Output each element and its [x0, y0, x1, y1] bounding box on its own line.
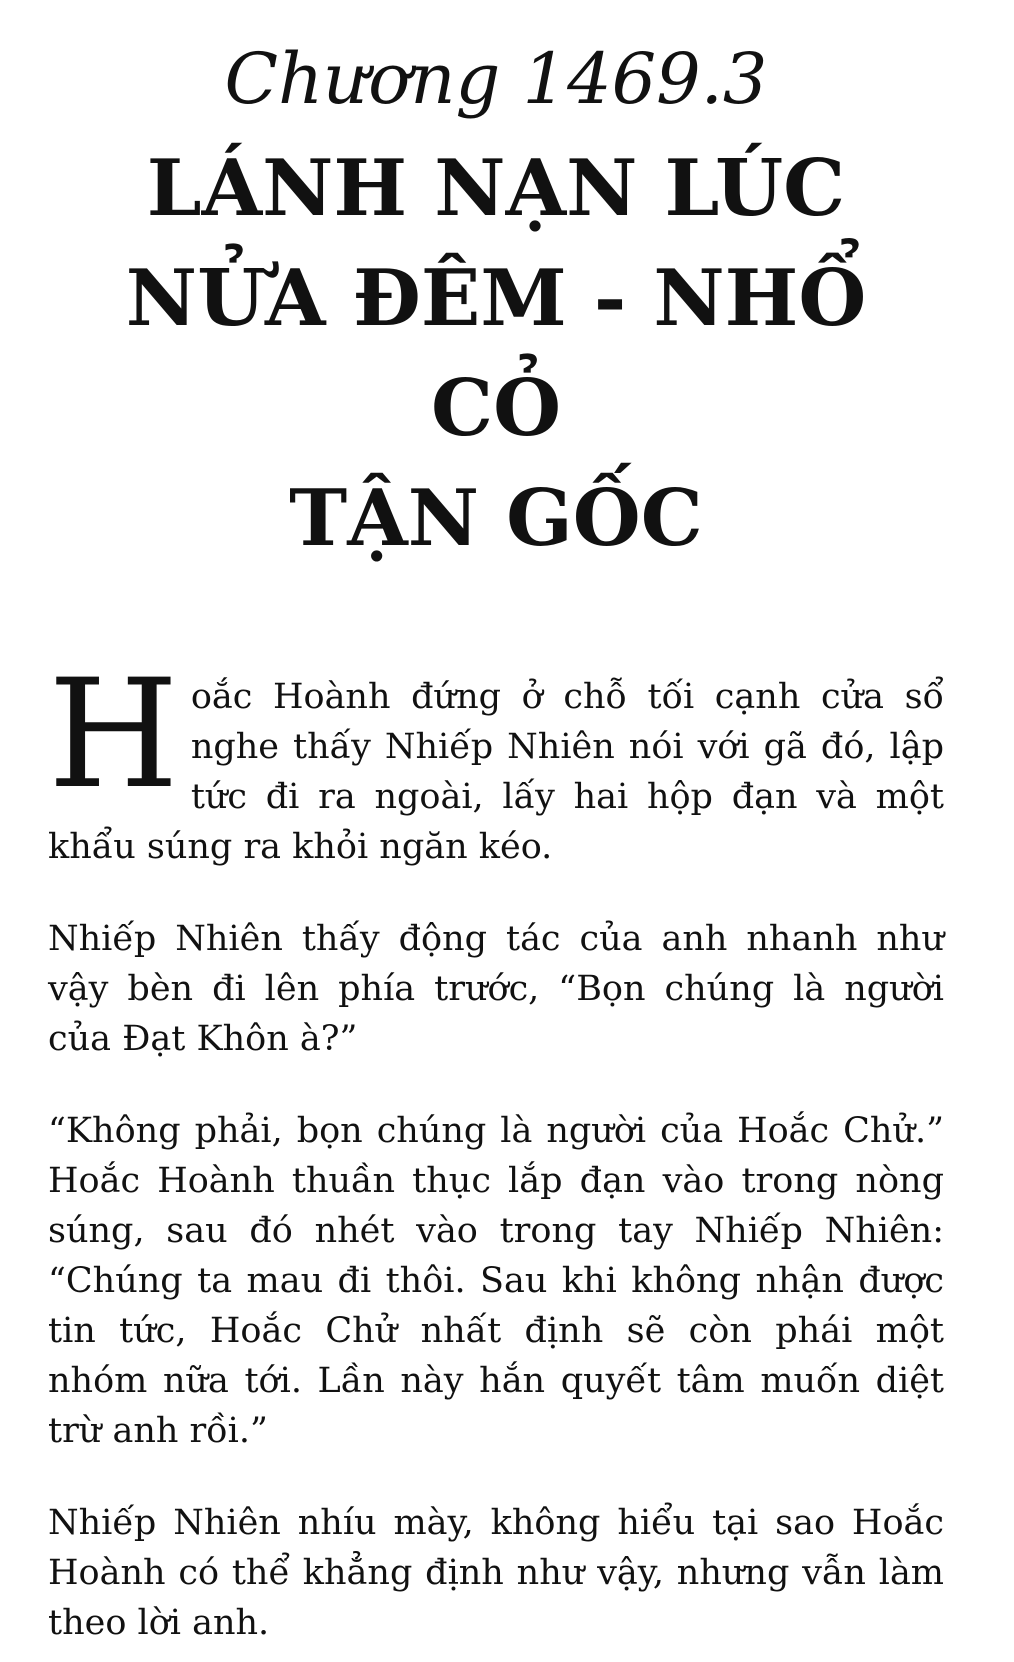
chapter-title-line-1: LÁNH NẠN LÚC [146, 143, 846, 234]
chapter-title-line-2: NỬA ĐÊM - NHỔ CỎ [125, 253, 867, 454]
chapter-body [48, 648, 944, 1648]
paragraph-2: Nhiếp Nhiên thấy động tác của anh nhanh như vậy bèn đi lên phía trước, “Bọn chúng là người của Đạt Khôn à?” [48, 919, 944, 1059]
paragraph-1-text: oắc Hoành đứng ở chỗ tối cạnh cửa sổ nghe thấy Nhiếp Nhiên nói với gã đó, lập tức đi ra ngoài, lấy hai hộp đạn và một khẩu súng ra khỏi ngăn kéo. [48, 677, 944, 867]
paragraph-4: Nhiếp Nhiên nhíu mày, không hiểu tại sao Hoắc Hoành có thể khẳng định như vậy, nhưng vẫn làm theo lời anh. [48, 1503, 944, 1643]
chapter-number: Chương 1469.3 [224, 38, 768, 120]
paragraph-1 [48, 648, 944, 872]
paragraph-3: “Không phải, bọn chúng là người của Hoắc Chử.” Hoắc Hoành thuần thục lắp đạn vào trong nòng súng, sau đó nhét vào trong tay Nhiếp Nhiên: “Chúng ta mau đi thôi. Sau khi không nhận được tin tức, Hoắc Chử nhất định sẽ còn phái một nhóm nữa tới. Lần này hắn quyết tâm muốn diệt trừ anh rồi.” [48, 1111, 944, 1451]
reader-page [0, 38, 1014, 1662]
chapter-title-line-3: TẬN GỐC [289, 473, 703, 564]
chapter-title [48, 134, 944, 574]
drop-cap-letter: H [48, 648, 179, 822]
